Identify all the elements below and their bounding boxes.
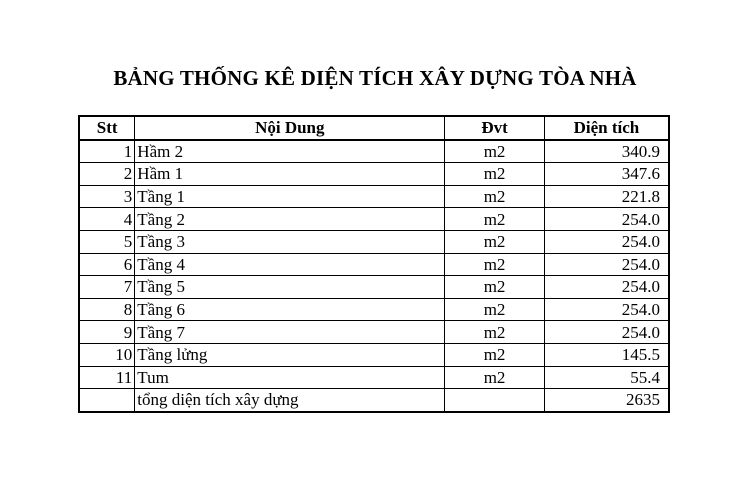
page-title: BẢNG THỐNG KÊ DIỆN TÍCH XÂY DỰNG TÒA NHÀ bbox=[113, 66, 637, 90]
area-table bbox=[78, 115, 670, 413]
row-unit: m2 bbox=[445, 321, 545, 344]
row-name: Tầng 6 bbox=[135, 298, 445, 321]
row-area: 254.0 bbox=[544, 276, 669, 299]
row-area: 145.5 bbox=[544, 343, 669, 366]
row-stt: 7 bbox=[79, 276, 135, 299]
row-name: Tầng lửng bbox=[135, 343, 445, 366]
table-row bbox=[79, 321, 669, 344]
table-row bbox=[79, 276, 669, 299]
row-unit: m2 bbox=[445, 366, 545, 389]
total-label: tổng diện tích xây dựng bbox=[135, 389, 445, 412]
row-area: 221.8 bbox=[544, 185, 669, 208]
header-area: Diện tích bbox=[544, 116, 669, 140]
row-area: 254.0 bbox=[544, 208, 669, 231]
header-stt: Stt bbox=[79, 116, 135, 140]
row-name: Tầng 5 bbox=[135, 276, 445, 299]
table-header-row bbox=[79, 116, 669, 140]
table-row bbox=[79, 343, 669, 366]
table-row bbox=[79, 185, 669, 208]
row-stt: 6 bbox=[79, 253, 135, 276]
row-area: 254.0 bbox=[544, 253, 669, 276]
row-unit: m2 bbox=[445, 140, 545, 163]
table-row bbox=[79, 163, 669, 186]
row-unit: m2 bbox=[445, 298, 545, 321]
row-stt: 8 bbox=[79, 298, 135, 321]
header-unit: Đvt bbox=[445, 116, 545, 140]
row-unit: m2 bbox=[445, 253, 545, 276]
row-unit: m2 bbox=[445, 230, 545, 253]
table-row bbox=[79, 140, 669, 163]
row-name: Tầng 4 bbox=[135, 253, 445, 276]
row-area: 340.9 bbox=[544, 140, 669, 163]
row-stt: 2 bbox=[79, 163, 135, 186]
row-stt: 11 bbox=[79, 366, 135, 389]
total-row bbox=[79, 389, 669, 412]
row-stt: 5 bbox=[79, 230, 135, 253]
row-name: Tầng 1 bbox=[135, 185, 445, 208]
row-name: Tầng 2 bbox=[135, 208, 445, 231]
row-area: 254.0 bbox=[544, 321, 669, 344]
table-row bbox=[79, 230, 669, 253]
row-stt: 9 bbox=[79, 321, 135, 344]
row-area: 254.0 bbox=[544, 298, 669, 321]
row-name: Tum bbox=[135, 366, 445, 389]
row-name: Hầm 2 bbox=[135, 140, 445, 163]
row-name: Tầng 3 bbox=[135, 230, 445, 253]
table-row bbox=[79, 366, 669, 389]
header-content: Nội Dung bbox=[135, 116, 445, 140]
table-row bbox=[79, 298, 669, 321]
row-area: 347.6 bbox=[544, 163, 669, 186]
row-stt: 4 bbox=[79, 208, 135, 231]
row-area: 55.4 bbox=[544, 366, 669, 389]
row-unit: m2 bbox=[445, 343, 545, 366]
row-unit: m2 bbox=[445, 276, 545, 299]
table-row bbox=[79, 208, 669, 231]
row-unit: m2 bbox=[445, 185, 545, 208]
row-stt: 10 bbox=[79, 343, 135, 366]
row-name: Tầng 7 bbox=[135, 321, 445, 344]
row-unit: m2 bbox=[445, 163, 545, 186]
total-value: 2635 bbox=[544, 389, 669, 412]
total-unit bbox=[445, 389, 545, 412]
row-unit: m2 bbox=[445, 208, 545, 231]
table-row bbox=[79, 253, 669, 276]
row-name: Hầm 1 bbox=[135, 163, 445, 186]
row-stt: 3 bbox=[79, 185, 135, 208]
row-stt: 1 bbox=[79, 140, 135, 163]
total-stt bbox=[79, 389, 135, 412]
row-area: 254.0 bbox=[544, 230, 669, 253]
